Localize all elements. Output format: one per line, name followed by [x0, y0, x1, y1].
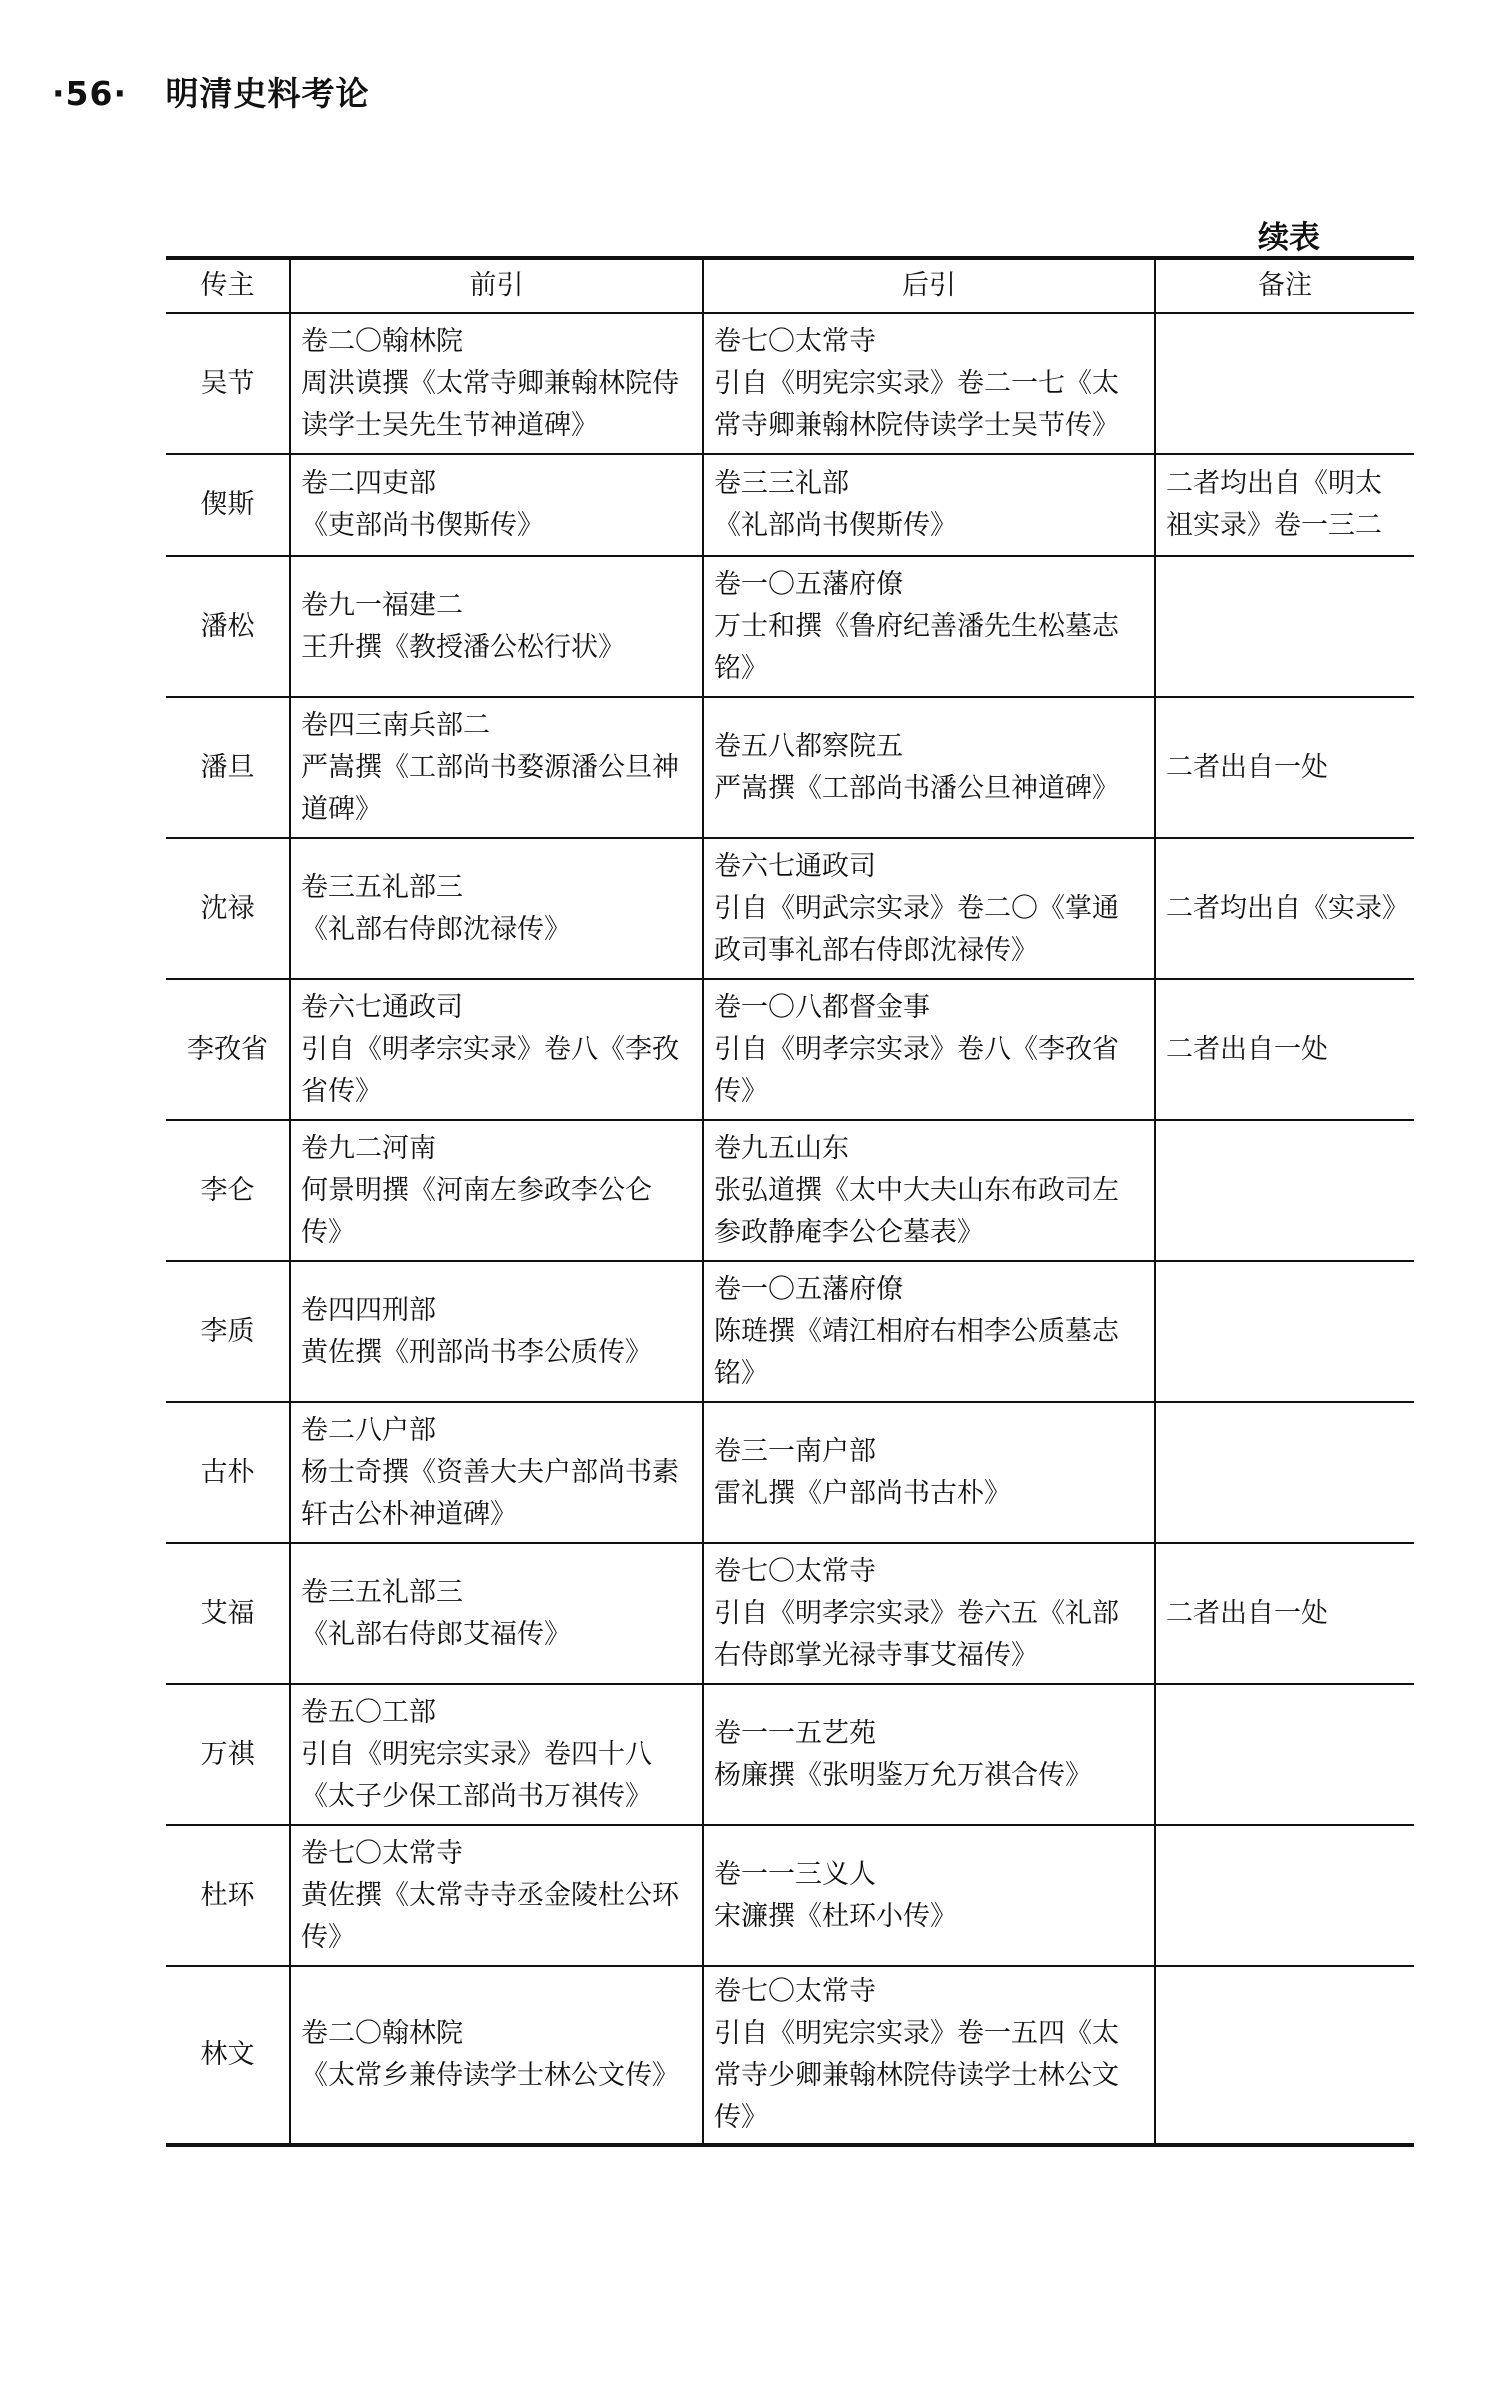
- citation-text: 严嵩撰《工部尚书潘公旦神道碑》: [714, 772, 1119, 804]
- next-citation-cell: [703, 1402, 1155, 1543]
- prev-citation-cell: [290, 313, 703, 454]
- note-cell: [1155, 1684, 1414, 1825]
- next-citation-cell: [703, 697, 1155, 838]
- subject-name-cell: 艾福: [166, 1543, 290, 1684]
- table-row: [166, 1966, 1414, 2145]
- subject-name-cell: 潘旦: [166, 697, 290, 838]
- table-row: [166, 1684, 1414, 1825]
- note-cell: [1155, 1825, 1414, 1966]
- citation-volume: 卷九二河南: [301, 1132, 436, 1164]
- citation-text: 《礼部右侍郎沈禄传》: [301, 913, 571, 945]
- citation-text: 黄佐撰《刑部尚书李公质传》: [301, 1336, 652, 1368]
- prev-citation-cell: [290, 454, 703, 556]
- citation-text: 宋濂撰《杜环小传》: [714, 1900, 957, 1932]
- subject-name-cell: 林文: [166, 1966, 290, 2145]
- table-row: [166, 1402, 1414, 1543]
- note-cell: [1155, 1966, 1414, 2145]
- citation-volume: 卷二四吏部: [301, 468, 436, 499]
- citation-volume: 卷一一三义人: [714, 1858, 876, 1890]
- citation-text: 何景明撰《河南左参政李公仑传》: [301, 1174, 652, 1248]
- table-row: [166, 838, 1414, 979]
- source-comparison-table: [166, 256, 1414, 2147]
- continued-table-label: 续表: [1258, 220, 1320, 256]
- citation-text: 《太常乡兼侍读学士林公文传》: [301, 2060, 679, 2091]
- next-citation-cell: [703, 1684, 1155, 1825]
- prev-citation-cell: [290, 1261, 703, 1402]
- citation-volume: 卷九一福建二: [301, 589, 463, 621]
- prev-citation-cell: [290, 1684, 703, 1825]
- citation-text: 引自《明孝宗实录》卷八《李孜省传》: [714, 1033, 1119, 1107]
- citation-volume: 卷一〇五藩府僚: [714, 568, 903, 600]
- citation-text: 《吏部尚书偰斯传》: [301, 510, 544, 541]
- note-cell: 二者均出自《明太祖实录》卷一三二: [1155, 454, 1414, 556]
- table-row: [166, 1120, 1414, 1261]
- prev-citation-cell: [290, 556, 703, 697]
- prev-citation-cell: [290, 697, 703, 838]
- table-row: [166, 1261, 1414, 1402]
- citation-volume: 卷四四刑部: [301, 1294, 436, 1326]
- citation-text: 雷礼撰《户部尚书古朴》: [714, 1477, 1011, 1509]
- citation-text: 《礼部尚书偰斯传》: [714, 510, 957, 541]
- prev-citation-cell: [290, 979, 703, 1120]
- subject-name-cell: 杜环: [166, 1825, 290, 1966]
- table-body: [166, 313, 1414, 2145]
- table-row: [166, 556, 1414, 697]
- citation-text: 引自《明孝宗实录》卷六五《礼部右侍郎掌光禄寺事艾福传》: [714, 1597, 1119, 1671]
- citation-volume: 卷七〇太常寺: [301, 1837, 463, 1869]
- citation-volume: 卷二〇翰林院: [301, 325, 463, 357]
- citation-text: 杨士奇撰《资善大夫户部尚书素轩古公朴神道碑》: [301, 1456, 679, 1530]
- citation-volume: 卷一一五艺苑: [714, 1717, 876, 1749]
- table-row: [166, 697, 1414, 838]
- note-cell: [1155, 1402, 1414, 1543]
- citation-text: 陈琏撰《靖江相府右相李公质墓志铭》: [714, 1315, 1119, 1389]
- citation-volume: 卷一〇八都督金事: [714, 991, 930, 1023]
- subject-name-cell: 偰斯: [166, 454, 290, 556]
- note-cell: [1155, 313, 1414, 454]
- citation-volume: 卷六七通政司: [714, 850, 876, 882]
- citation-text: 引自《明孝宗实录》卷八《李孜省传》: [301, 1033, 679, 1107]
- next-citation-cell: [703, 313, 1155, 454]
- prev-citation-cell: [290, 1966, 703, 2145]
- header-subject: 传主: [166, 258, 290, 313]
- citation-text: 引自《明武宗实录》卷二〇《掌通政司事礼部右侍郎沈禄传》: [714, 892, 1119, 966]
- citation-text: 张弘道撰《太中大夫山东布政司左参政静庵李公仑墓表》: [714, 1174, 1119, 1248]
- subject-name-cell: 李孜省: [166, 979, 290, 1120]
- next-citation-cell: [703, 1966, 1155, 2145]
- header-prev-citation: 前引: [290, 258, 703, 313]
- note-cell: 二者出自一处: [1155, 697, 1414, 838]
- prev-citation-cell: [290, 1543, 703, 1684]
- page-header: [52, 68, 370, 115]
- citation-volume: 卷九五山东: [714, 1132, 849, 1164]
- subject-name-cell: 万祺: [166, 1684, 290, 1825]
- subject-name-cell: 李质: [166, 1261, 290, 1402]
- citation-text: 引自《明宪宗实录》卷四十八《太子少保工部尚书万祺传》: [301, 1738, 652, 1812]
- citation-text: 引自《明宪宗实录》卷二一七《太常寺卿兼翰林院侍读学士吴节传》: [714, 367, 1119, 441]
- table-header-row: [166, 258, 1414, 313]
- subject-name-cell: 李仑: [166, 1120, 290, 1261]
- note-cell: [1155, 1120, 1414, 1261]
- citation-volume: 卷二八户部: [301, 1414, 436, 1446]
- next-citation-cell: [703, 1120, 1155, 1261]
- table-row: [166, 979, 1414, 1120]
- prev-citation-cell: [290, 838, 703, 979]
- prev-citation-cell: [290, 1402, 703, 1543]
- citation-text: 王升撰《教授潘公松行状》: [301, 631, 625, 663]
- next-citation-cell: [703, 838, 1155, 979]
- next-citation-cell: [703, 454, 1155, 556]
- citation-text: 引自《明宪宗实录》卷一五四《太常寺少卿兼翰林院侍读学士林公文传》: [714, 2018, 1119, 2133]
- citation-volume: 卷五八都察院五: [714, 730, 903, 762]
- citation-volume: 卷三五礼部三: [301, 871, 463, 903]
- table-row: [166, 313, 1414, 454]
- next-citation-cell: [703, 556, 1155, 697]
- header-note: 备注: [1155, 258, 1414, 313]
- next-citation-cell: [703, 1825, 1155, 1966]
- next-citation-cell: [703, 1261, 1155, 1402]
- table-row: [166, 1825, 1414, 1966]
- citation-text: 万士和撰《鲁府纪善潘先生松墓志铭》: [714, 610, 1119, 684]
- subject-name-cell: 古朴: [166, 1402, 290, 1543]
- citation-volume: 卷六七通政司: [301, 991, 463, 1023]
- next-citation-cell: [703, 1543, 1155, 1684]
- subject-name-cell: 沈禄: [166, 838, 290, 979]
- citation-volume: 卷七〇太常寺: [714, 1976, 876, 2007]
- citation-volume: 卷三五礼部三: [301, 1576, 463, 1608]
- citation-volume: 卷五〇工部: [301, 1696, 436, 1728]
- note-cell: 二者出自一处: [1155, 1543, 1414, 1684]
- table-row: [166, 454, 1414, 556]
- citation-volume: 卷二〇翰林院: [301, 2018, 463, 2049]
- citation-volume: 卷三一南户部: [714, 1435, 876, 1467]
- citation-volume: 卷四三南兵部二: [301, 709, 490, 741]
- next-citation-cell: [703, 979, 1155, 1120]
- page-number: ·56·: [52, 74, 127, 113]
- subject-name-cell: 潘松: [166, 556, 290, 697]
- citation-text: 严嵩撰《工部尚书婺源潘公旦神道碑》: [301, 751, 679, 825]
- citation-text: 黄佐撰《太常寺寺丞金陵杜公环传》: [301, 1879, 679, 1953]
- citation-text: 杨廉撰《张明鉴万允万祺合传》: [714, 1759, 1092, 1791]
- citation-volume: 卷七〇太常寺: [714, 325, 876, 357]
- prev-citation-cell: [290, 1825, 703, 1966]
- prev-citation-cell: [290, 1120, 703, 1261]
- header-next-citation: 后引: [703, 258, 1155, 313]
- citation-volume: 卷三三礼部: [714, 468, 849, 499]
- table-row: [166, 1543, 1414, 1684]
- note-cell: [1155, 556, 1414, 697]
- note-cell: 二者出自一处: [1155, 979, 1414, 1120]
- note-cell: 二者均出自《实录》: [1155, 838, 1414, 979]
- citation-text: 《礼部右侍郎艾福传》: [301, 1618, 571, 1650]
- note-cell: [1155, 1261, 1414, 1402]
- citation-volume: 卷七〇太常寺: [714, 1555, 876, 1587]
- subject-name-cell: 吴节: [166, 313, 290, 454]
- citation-volume: 卷一〇五藩府僚: [714, 1273, 903, 1305]
- book-title: 明清史料考论: [165, 74, 370, 113]
- citation-text: 周洪谟撰《太常寺卿兼翰林院侍读学士吴先生节神道碑》: [301, 367, 679, 441]
